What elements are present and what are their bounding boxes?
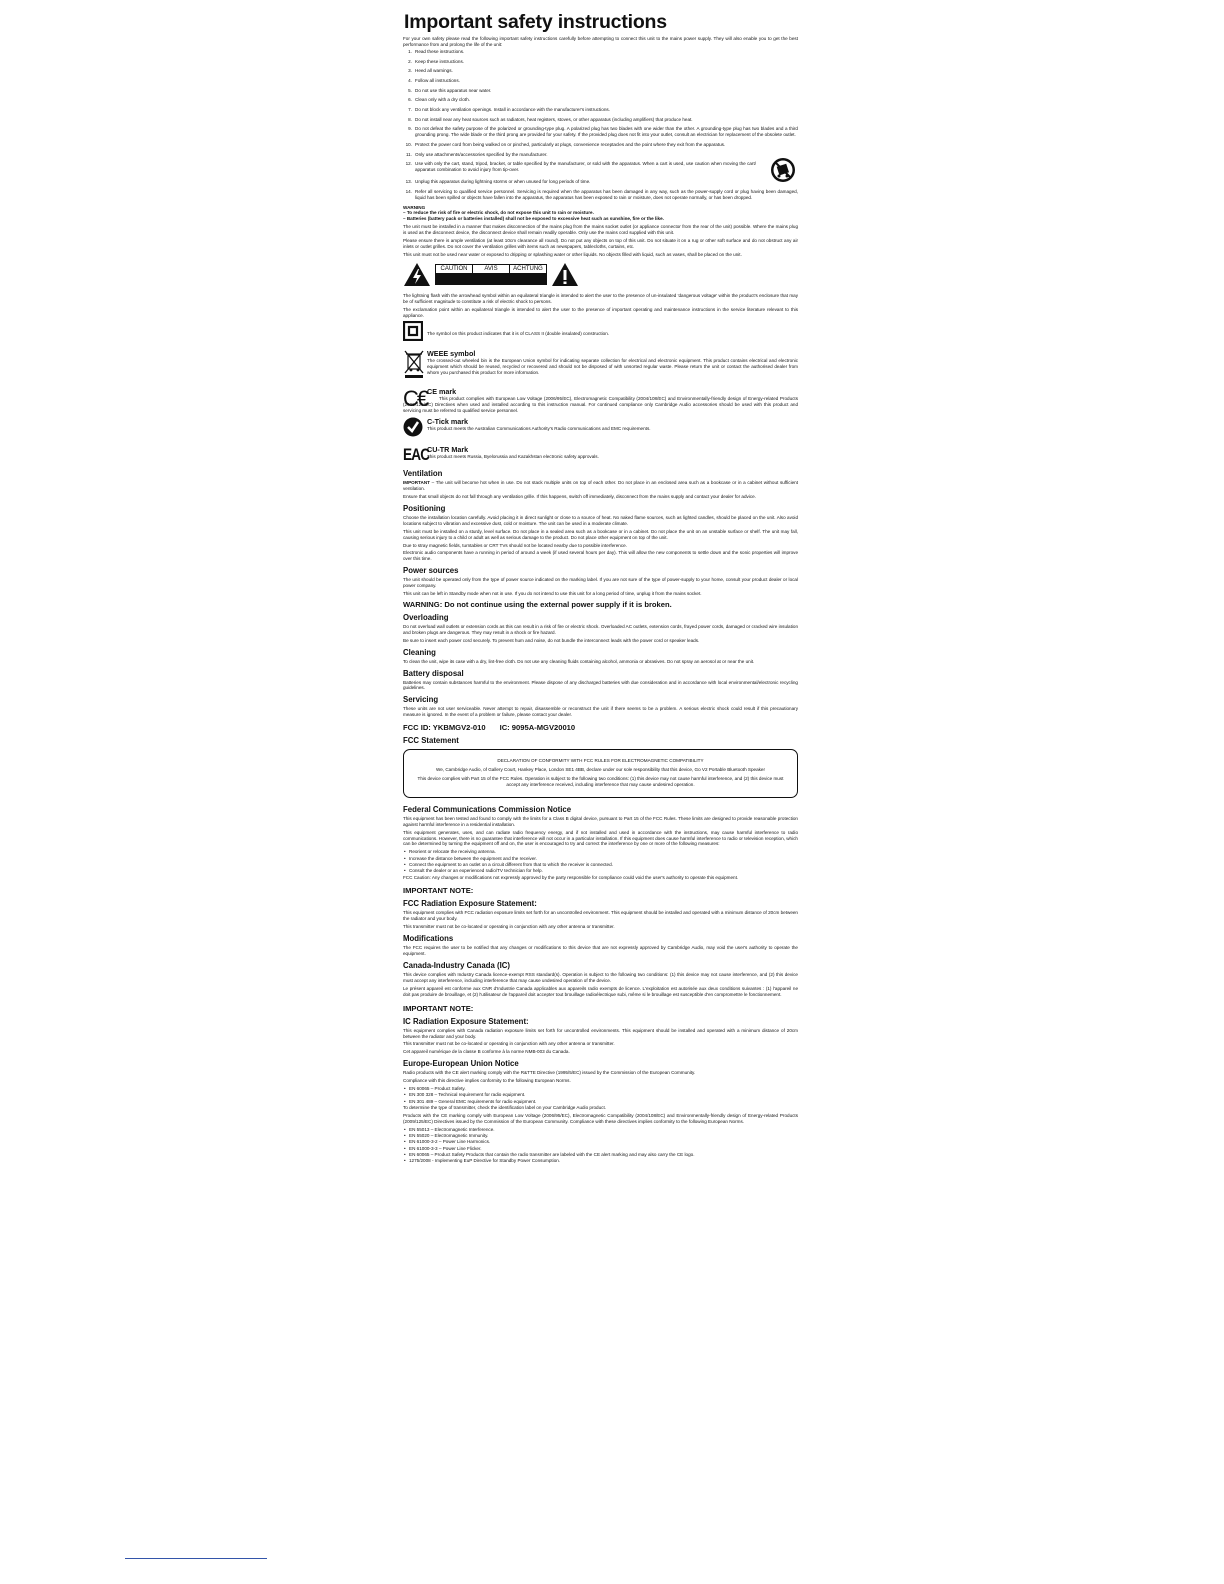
- list-item: 12. Use with only the cart, stand, tripod, bracket, or table specified by the manufacturer, or sold with the apparatus. When a cart is used, use caution when moving the cart/ apparatus combination to avoid injury from tip-over.: [403, 161, 798, 175]
- power-warning: WARNING: Do not continue using the external power supply if it is broken.: [403, 599, 672, 609]
- paragraph: The crossed-out wheeled bin is the European Union symbol for indicating separate collection for electrical and electronic equipment. This product contains electrical and electronic equipment which should be reused, recycled or recovered and should not be disposed of with unsorted regular waste. Please return the unit or contact the authorised dealer from whom you purchased this product for more information.: [427, 358, 798, 376]
- list-item: • EN 61000-3-3 – Power Line Flicker.: [403, 1146, 798, 1152]
- class2-double-insulation-icon: [403, 321, 423, 341]
- paragraph: IMPORTANT – The unit will become hot when in use. Do not stack multiple units on top of each other. Do not place in an enclosed area such as a bookcase or in a cabinet without sufficient ventilation.: [403, 480, 798, 492]
- section-heading: Federal Communications Commission Notice: [403, 804, 572, 814]
- list-item: • Consult the dealer or an experienced radio/TV technician for help.: [403, 868, 798, 874]
- list-item: 6. Clean only with a dry cloth.: [408, 97, 470, 103]
- avis-label: AVIS: [473, 265, 509, 274]
- paragraph: The unit should be operated only from the type of power source indicated on the marking label. If you are not sure of the type of power-supply to your home, consult your product dealer or local power company.: [403, 577, 798, 589]
- list-item: • EN 60065 – Product Safety.: [403, 1086, 798, 1092]
- lightning-warning-icon: [403, 262, 431, 287]
- paragraph: Cet appareil numérique de la classe B conforme à la norme NMB-003 du Canada.: [403, 1049, 570, 1055]
- weee-bin-icon: [403, 349, 425, 379]
- paragraph: These units are not user serviceable. Never attempt to repair, disassemble or reconstruct the unit if there seems to be a problem. A serious electric shock could result if this precautionary measure is ignored. In the event of a problem or failure, please contact your dealer.: [403, 706, 798, 718]
- ce-heading: CE mark: [427, 387, 457, 397]
- section-heading: Overloading: [403, 612, 449, 622]
- list-item: 8. Do not install near any heat sources such as radiators, heat registers, stoves, or other apparatus (including amplifiers) that produce heat.: [408, 116, 693, 122]
- list-item: 10. Protect the power cord from being walked on or pinched, particularly at plugs, convenience receptacles and the point where they exit from the apparatus.: [405, 142, 726, 148]
- caution-label: CAUTION: [436, 265, 472, 274]
- section-heading: Battery disposal: [403, 668, 464, 678]
- paragraph: This equipment generates, uses, and can radiate radio frequency energy, and if not installed and used in accordance with the instructions, may cause harmful interference to radio communications. However, there is no guarantee that interference will not occur in a particular installation. If this equipment does cause harmful interference to radio or television reception, which can be determined by turning the equipment off and on, the user is encouraged to try and correct the interference by one or more of the following measures:: [403, 829, 798, 847]
- cutr-heading: CU-TR Mark: [427, 445, 469, 455]
- list-item: 3. Heed all warnings.: [408, 68, 453, 74]
- list-item: • 1275/2008 - Implementing EuP Directive for Standby Power Consumption.: [403, 1158, 798, 1164]
- c-tick-icon: [403, 417, 423, 437]
- paragraph: To determine the type of transmitter, check the identification label on your Cambridge Audio product.: [403, 1104, 607, 1110]
- instructions-list: [403, 49, 798, 201]
- paragraph: The FCC requires the user to be notified that any changes or modifications to this device that are not expressly approved by Cambridge Audio, may void the user's authority to operate the equipment.: [403, 945, 798, 957]
- section-heading: Europe-European Union Notice: [403, 1059, 519, 1069]
- paragraph: Compliance with this directive implies conformity to the following European Norms.: [403, 1078, 571, 1084]
- section-heading: Cleaning: [403, 647, 436, 657]
- list-item: • EN 55020 – Electromagnetic Immunity.: [403, 1133, 798, 1139]
- paragraph: This transmitter must not be co-located or operating in conjunction with any other antenna or transmitter.: [403, 1041, 615, 1047]
- section-heading: Power sources: [403, 566, 459, 576]
- bullet-list: [403, 849, 798, 874]
- bullet-list: [403, 1127, 798, 1165]
- list-item: 9. Do not defeat the safety purpose of the polarized or grounding-type plug. A polarized plug has two blades with one wider than the other. A grounding-type plug has two blades and a third grounding prong. The wide blade or the third prong are provided for your safety. If the provided plug does not fit into your outlet, consult an electrician for replacement of the obsolete outlet.: [408, 126, 798, 138]
- section-heading: Positioning: [403, 503, 446, 513]
- footnote-rule: [125, 1558, 267, 1559]
- important-note: IMPORTANT NOTE:: [403, 886, 474, 896]
- ic-id: IC: 9095A-MGV20010: [499, 723, 576, 733]
- caution-label-row: [403, 262, 798, 287]
- paragraph: Electronic audio components have a running in period of around a week (if used several hours per day). This will allow the new components to settle down and the sonic properties will improve over this time.: [403, 550, 798, 562]
- section-heading: Servicing: [403, 695, 439, 705]
- paragraph: This unit can be left in Standby mode when not in use. If you do not intend to use this unit for a long period of time, unplug it from the mains socket.: [403, 591, 702, 597]
- document-page: [403, 10, 798, 1164]
- list-item: • EN 301 489 – General EMC requirements for radio equipment.: [403, 1099, 798, 1105]
- list-item: 1. Read these instructions.: [408, 48, 465, 54]
- paragraph: This unit must not be used near water or exposed to dripping or splashing water or other liquids. No objects filled with liquid, such as vases, shall be placed on the unit.: [403, 251, 742, 257]
- section-heading: FCC Radiation Exposure Statement:: [403, 899, 537, 909]
- fcc-id: FCC ID: YKBMGV2-010: [403, 723, 486, 733]
- paragraph: This product meets the Australian Communications Authority's Radio communications and EMC requirements.: [427, 426, 651, 432]
- list-item: 13. Unplug this apparatus during lightning storms or when unused for long periods of time.: [405, 179, 591, 185]
- ce-mark-icon: C€: [403, 386, 428, 412]
- exclamation-warning-icon: [551, 262, 579, 287]
- paragraph: Radio products with the CE alert marking comply with the R&TTE Directive (1995/5/EC) issued by the Commission of the European Community.: [403, 1070, 696, 1076]
- paragraph: This equipment complies with FCC radiation exposure limits set forth for an uncontrolled environment. This equipment should be installed and operated with a minimum distance of 20cm between the radiator and your body.: [403, 910, 798, 922]
- bullet-list: [403, 1086, 798, 1105]
- paragraph: Choose the installation location carefully. Avoid placing it in direct sunlight or close to a source of heat. No naked flame sources, such as lighted candles, should be placed on the unit. Also avoid locations subject to vibration and excessive dust, cold or moisture. The unit can be used in a moderate climate.: [403, 514, 798, 526]
- warning-line: – To reduce the risk of fire or electric shock, do not expose this unit to rain or moisture.: [403, 210, 594, 216]
- fcc-id-line: [403, 723, 798, 732]
- list-item: 5. Do not use this apparatus near water.: [408, 87, 492, 93]
- paragraph: The lightning flash with the arrowhead symbol within an equilateral triangle is intended to alert the user to the presence of un-insulated 'dangerous voltage' within the product's enclosure that may be of sufficient magnitude to constitute a risk of electric shock to persons.: [403, 292, 798, 304]
- paragraph: Batteries may contain substances harmful to the environment. Please dispose of any discharged batteries with due consideration and in accordance with local environmental/electronic recycling guidelines.: [403, 679, 798, 691]
- section-heading: FCC Statement: [403, 736, 459, 746]
- list-item: • Reorient or relocate the receiving antenna.: [403, 849, 798, 855]
- intro-paragraph: For your own safety please read the following important safety instructions carefully before attempting to connect this unit to the mains power supply. They will also enable you to get the best performance from and prolong the life of the unit:: [403, 36, 798, 47]
- section-heading: IC Radiation Exposure Statement:: [403, 1016, 529, 1026]
- paragraph: FCC Caution: Any changes or modifications not expressly approved by the party responsible for compliance could void the user's authority to operate this equipment.: [403, 874, 739, 880]
- paragraph: Please ensure there is ample ventilation (at least 10cm clearance all round). Do not put any objects on top of this unit. Do not situate it on a rug or other soft surface and do not obstruct any air inlets or outlet grilles. Do not cover the ventilation grilles with items such as newspapers, tablecloths, curtains, etc.: [403, 238, 798, 249]
- list-item: 4. Follow all instructions.: [408, 77, 460, 83]
- section-heading: Canada-Industry Canada (IC): [403, 960, 511, 970]
- list-item: • Connect the equipment to an outlet on a circuit different from that to which the receiver is connected.: [403, 862, 798, 868]
- paragraph: The exclamation point within an equilateral triangle is intended to alert the user to the presence of important operating and maintenance instructions in the service literature relevant to this appliance.: [403, 306, 798, 318]
- paragraph: The unit must be installed in a manner that makes disconnection of the mains plug from the mains socket outlet (or appliance connector from the rear of the unit) possible. Where the mains plug is used as the disconnect device, the disconnect device shall remain readily operable. Only use the mains cord supplied with this unit.: [403, 224, 798, 236]
- list-item: • Increase the distance between the equipment and the receiver.: [403, 856, 798, 862]
- paragraph: This equipment has been tested and found to comply with the limits for a Class B digital device, pursuant to Part 15 of the FCC Rules. These limits are designed to provide reasonable protection against harmful interference in a residential installation.: [403, 815, 798, 827]
- paragraph: Products with the CE marking comply with European Low Voltage (2006/95/EC), Electromagnetic Compatibility (2004/108/EC) and Environmentally-friendly design of Energy-related Products (2009/125/EC) Directives issued by the Commission of the European Community. Compliance with these directives implies conformity to the following European Norms.: [403, 1112, 798, 1124]
- paragraph: This equipment complies with Canada radiation exposure limits set forth for uncontrolled environments. This equipment should be installed and operated with a minimum distance of 20cm between the radiator and your body.: [403, 1027, 798, 1039]
- eac-mark-icon: EAC: [403, 445, 430, 465]
- list-item: • EN 55013 – Electromagnetic Interference.: [403, 1127, 798, 1133]
- paragraph: DECLARATION OF CONFORMITY WITH FCC RULES FOR ELECTROMAGNETIC COMPATIBILITY: [497, 758, 704, 764]
- list-item: • EN 300 328 – Technical requirement for radio equipment.: [403, 1092, 798, 1098]
- list-item: 14. Refer all servicing to qualified service personnel. Servicing is required when the apparatus has been damaged in any way, such as the power-supply cord or plug having been damaged, liquid has been spilled or objects have fallen into the apparatus, the apparatus has been exposed to rain or moisture, does not operate normally, or has been dropped.: [405, 188, 798, 200]
- paragraph: This transmitter must not be co-located or operating in conjunction with any other antenna or transmitter.: [403, 924, 615, 930]
- list-item: 11. Only use attachments/accessories specified by the manufacturer.: [405, 151, 548, 157]
- paragraph: Due to stray magnetic fields, turntables or CRT TVs should not be located nearby due to possible interference.: [403, 542, 627, 548]
- list-item: • EN 60065 – Product Safety Products that contain the radio transmitter are labeled with the CE alert marking and may also carry the CE logo.: [403, 1152, 798, 1158]
- paragraph: This unit must be installed on a sturdy, level surface. Do not place in a sealed area such as a bookcase or in a cabinet. Do not place the unit on an unstable surface or shelf. The unit may fall, causing serious injury to a child or adult as well as serious damage to the product. Do not place other equipment on top of the unit.: [403, 528, 798, 540]
- warning-heading: WARNING: [403, 204, 426, 210]
- declaration-box: [403, 749, 798, 798]
- class2-section: [403, 321, 798, 346]
- ctick-heading: C-Tick mark: [427, 417, 469, 427]
- warning-line: – Batteries (battery pack or batteries installed) shall not be exposed to excessive heat such as sunshine, fire or the like.: [403, 216, 664, 222]
- caution-labels: [435, 264, 547, 285]
- paragraph: This device complies with Industry Canada licence-exempt RSS standard(s). Operation is subject to the following two conditions: (1) this device may not cause interference, and (2) this device must accept any interference, including interference that may cause undesired operation of the device.: [403, 971, 798, 983]
- list-item: • EN 61000-3-2 – Power Line Harmonics.: [403, 1139, 798, 1145]
- achtung-label: ACHTUNG: [510, 265, 546, 274]
- paragraph: Do not overload wall outlets or extension cords as this can result in a risk of fire or electric shock. Overloaded AC outlets, extension cords, frayed power cords, damaged or cracked wire insulation and broken plugs are dangerous. They may result in a shock or fire hazard.: [403, 623, 798, 635]
- page-title: Important safety instructions: [404, 11, 667, 33]
- paragraph: This product meets Russia, Byelorussia and Kazakhstan electronic safety approvals.: [427, 454, 599, 460]
- paragraph: The symbol on this product indicates that it is of CLASS II (double insulated) construction.: [427, 330, 610, 336]
- cutr-section: [403, 445, 798, 465]
- ctick-section: [403, 417, 798, 442]
- paragraph: Be sure to insert each power cord securely. To prevent hum and noise, do not bundle the interconnect leads with the power cord or speaker leads.: [403, 637, 700, 643]
- weee-section: [403, 349, 798, 384]
- list-item: 2. Keep these instructions.: [408, 58, 465, 64]
- paragraph: To clean the unit, wipe its case with a dry, lint-free cloth. Do not use any cleaning fluids containing alcohol, ammonia or abrasives. Do not spray an aerosol at or near the unit.: [403, 658, 755, 664]
- section-heading: Modifications: [403, 934, 454, 944]
- section-heading: Ventilation: [403, 469, 443, 479]
- weee-heading: WEEE symbol: [427, 349, 476, 359]
- important-note: IMPORTANT NOTE:: [403, 1003, 474, 1013]
- paragraph: This product complies with European Low Voltage (2006/95/EC), Electromagnetic Compatibility (2004/108/EC) and Environmentally-friendly design of Energy-related Products (2009/125/EC) Directives when used and installed according to this instruction manual. For continued compliance only Cambridge Audio accessories should be used with this product and servicing must be referred to qualified service personnel.: [403, 396, 798, 414]
- paragraph: Ensure that small objects do not fall through any ventilation grille. If this happens, switch off immediately, disconnect from the mains supply and contact your dealer for advice.: [403, 493, 756, 499]
- paragraph: Le présent appareil est conforme aux CNR d'Industrie Canada applicables aux appareils radio exempts de licence. L'exploitation est autorisée aux deux conditions suivantes : (1) l'appareil ne doit pas produire de brouillage, et (2) l'utilisateur de l'appareil doit accepter tout brouillage radioélectrique subi, même si le brouillage est susceptible d'en compromettre le fonctionnement.: [403, 985, 798, 997]
- paragraph: We, Cambridge Audio, of Gallery Court, Hankey Place, London SE1 4BB, declare under our sole responsibility that this device, Go V2 Portable Bluetooth Speaker: [435, 767, 766, 773]
- paragraph: This device complies with Part 15 of the FCC Rules. Operation is subject to the following two conditions: (1) this device may not cause harmful interference, and (2) this device must accept any interference received, including interference that may cause undesired operation.: [417, 776, 784, 787]
- list-item: 7. Do not block any ventilation openings. Install in accordance with the manufacturer's instructions.: [408, 107, 610, 113]
